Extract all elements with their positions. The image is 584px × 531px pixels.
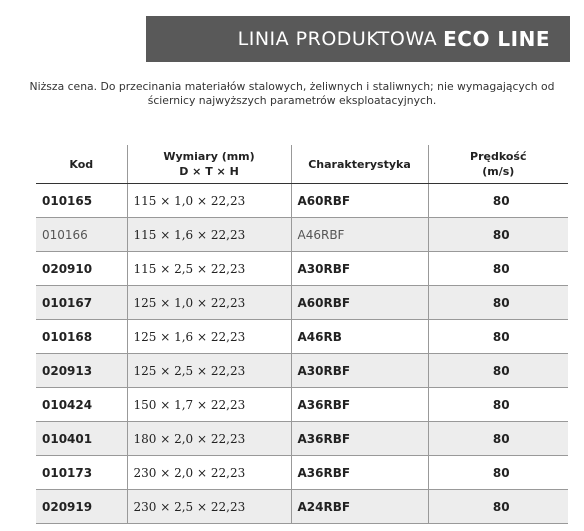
cell-characteristic: A60RBF <box>291 184 428 218</box>
cell-dimensions: 230 × 2,5 × 22,23 <box>127 490 291 524</box>
cell-speed: 80 <box>428 354 568 388</box>
cell-code: 010424 <box>36 388 127 422</box>
cell-speed: 80 <box>428 286 568 320</box>
table-row <box>36 320 568 354</box>
cell-characteristic: A30RBF <box>291 252 428 286</box>
table-row <box>36 286 568 320</box>
cell-speed: 80 <box>428 184 568 218</box>
cell-dimensions: 150 × 1,7 × 22,23 <box>127 388 291 422</box>
banner-highlight: ECO LINE <box>443 27 550 51</box>
cell-speed: 80 <box>428 490 568 524</box>
description-line-1: Niższa cena. Do przecinania materiałów stalowych, żeliwnych i staliwnych; nie wymagających od <box>29 80 555 93</box>
cell-speed: 80 <box>428 252 568 286</box>
header-dimensions: Wymiary (mm) D × T × H <box>127 145 291 184</box>
cell-dimensions: 125 × 1,0 × 22,23 <box>127 286 291 320</box>
cell-dimensions: 115 × 1,0 × 22,23 <box>127 184 291 218</box>
product-line-banner <box>146 16 570 62</box>
cell-dimensions: 230 × 2,0 × 22,23 <box>127 456 291 490</box>
cell-code: 010166 <box>36 218 127 252</box>
cell-speed: 80 <box>428 456 568 490</box>
cell-speed: 80 <box>428 422 568 456</box>
cell-speed: 80 <box>428 320 568 354</box>
header-characteristic: Charakterystyka <box>291 145 428 184</box>
cell-characteristic: A24RBF <box>291 490 428 524</box>
cell-dimensions: 180 × 2,0 × 22,23 <box>127 422 291 456</box>
table-row <box>36 218 568 252</box>
cell-characteristic: A30RBF <box>291 354 428 388</box>
cell-code: 010168 <box>36 320 127 354</box>
table-row <box>36 490 568 524</box>
cell-characteristic: A36RBF <box>291 456 428 490</box>
description-line-2: ściernicy najwyższych parametrów eksploatacyjnych. <box>147 94 437 107</box>
header-code: Kod <box>36 145 127 184</box>
header-speed: Prędkość (m/s) <box>428 145 568 184</box>
spec-table <box>36 145 568 524</box>
cell-code: 010401 <box>36 422 127 456</box>
cell-code: 020913 <box>36 354 127 388</box>
cell-characteristic: A36RBF <box>291 422 428 456</box>
table-row <box>36 422 568 456</box>
cell-code: 020910 <box>36 252 127 286</box>
cell-speed: 80 <box>428 388 568 422</box>
table-row <box>36 456 568 490</box>
table-row <box>36 354 568 388</box>
cell-characteristic: A46RB <box>291 320 428 354</box>
cell-characteristic: A60RBF <box>291 286 428 320</box>
cell-dimensions: 125 × 2,5 × 22,23 <box>127 354 291 388</box>
cell-speed: 80 <box>428 218 568 252</box>
cell-code: 010165 <box>36 184 127 218</box>
table-row <box>36 252 568 286</box>
cell-characteristic: A36RBF <box>291 388 428 422</box>
banner-prefix: LINIA PRODUKTOWA <box>237 28 438 50</box>
cell-code: 020919 <box>36 490 127 524</box>
cell-code: 010167 <box>36 286 127 320</box>
table-header-row <box>36 145 568 184</box>
cell-dimensions: 115 × 1,6 × 22,23 <box>127 218 291 252</box>
table-row <box>36 388 568 422</box>
cell-dimensions: 115 × 2,5 × 22,23 <box>127 252 291 286</box>
cell-dimensions: 125 × 1,6 × 22,23 <box>127 320 291 354</box>
cell-code: 010173 <box>36 456 127 490</box>
cell-characteristic: A46RBF <box>291 218 428 252</box>
table-row <box>36 184 568 218</box>
